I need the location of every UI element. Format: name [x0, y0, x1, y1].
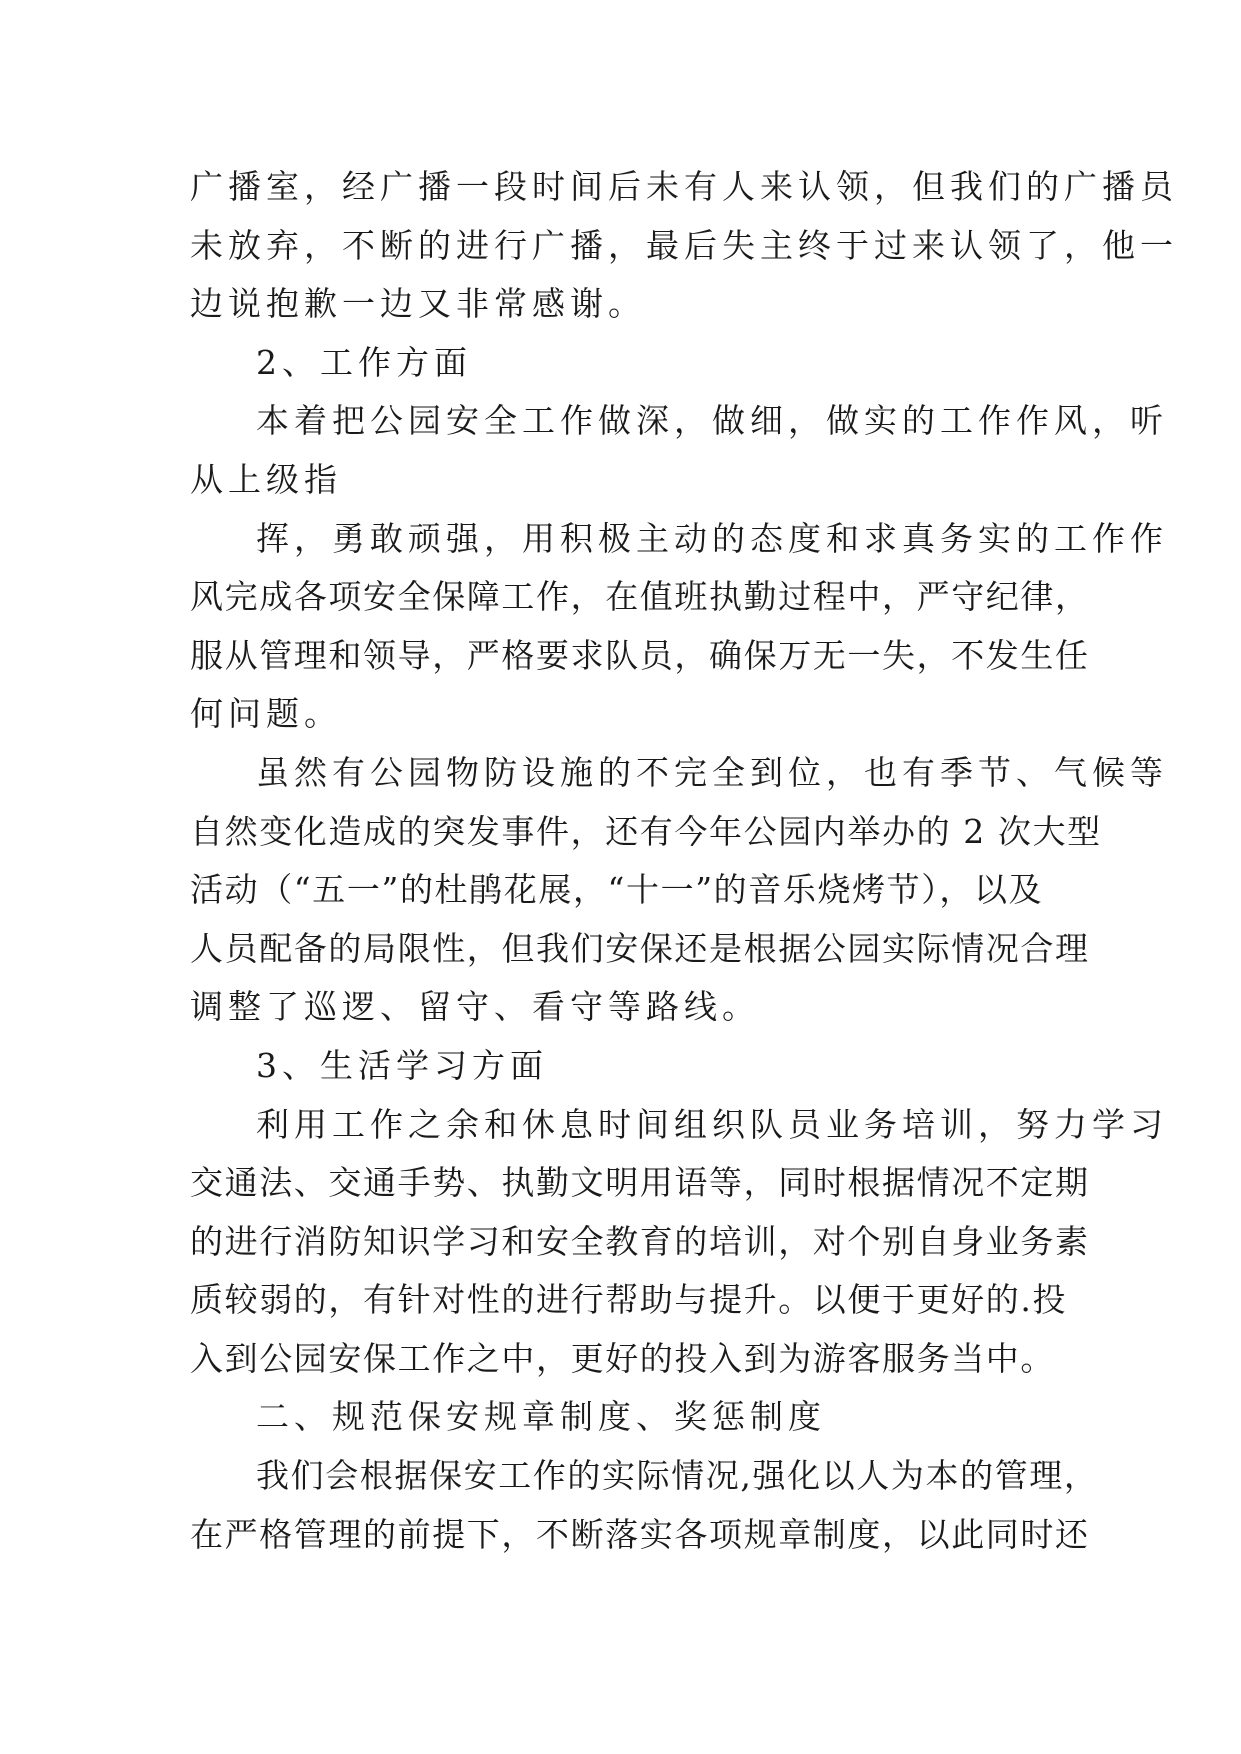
text-line: 活动（“五一”的杜鹃花展，“十一”的音乐烧烤节），以及 [190, 870, 1044, 910]
text-line: 在严格管理的前提下，不断落实各项规章制度，以此同时还 [190, 1514, 1090, 1554]
section-heading: 3、生活学习方面 [256, 1045, 548, 1085]
text-line: 我们会根据保安工作的实际情况,强化以人为本的管理， [256, 1456, 1099, 1496]
text-line: 本着把公园安全工作做深，做细，做实的工作作风，听 [256, 401, 1168, 441]
text-line: 挥，勇敢顽强，用积极主动的态度和求真务实的工作作 [256, 518, 1168, 558]
text-line: 何问题。 [190, 694, 342, 734]
text-line: 广播室，经广播一段时间后未有人来认领，但我们的广播员 [190, 167, 1178, 206]
text-line: 从上级指 [190, 459, 342, 499]
text-line: 风完成各项安全保障工作，在值班执勤过程中，严守纪律， [190, 577, 1090, 617]
text-line: 虽然有公园物防设施的不完全到位，也有季节、气候等 [256, 752, 1168, 792]
text-line: 自然变化造成的突发事件，还有今年公园内举办的 2 次大型 [190, 811, 1102, 851]
text-line: 利用工作之余和休息时间组织队员业务培训，努力学习 [256, 1104, 1168, 1144]
section-heading: 二、规范保安规章制度、奖惩制度 [256, 1397, 826, 1437]
section-heading: 2、工作方面 [256, 342, 472, 382]
text-line: 调整了巡逻、留守、看守等路线。 [190, 987, 760, 1027]
text-line: 交通法、交通手势、执勤文明用语等，同时根据情况不定期 [190, 1163, 1090, 1203]
text-line: 未放弃，不断的进行广播，最后失主终于过来认领了，他一 [190, 225, 1178, 265]
text-line: 的进行消防知识学习和安全教育的培训，对个别自身业务素 [190, 1221, 1090, 1261]
document-page [190, 158, 1178, 1564]
text-line: 入到公园安保工作之中，更好的投入到为游客服务当中。 [190, 1338, 1055, 1378]
text-line: 人员配备的局限性，但我们安保还是根据公园实际情况合理 [190, 928, 1090, 968]
text-line: 边说抱歉一边又非常感谢。 [190, 284, 646, 324]
text-line: 服从管理和领导，严格要求队员，确保万无一失，不发生任 [190, 635, 1090, 675]
text-line: 质较弱的，有针对性的进行帮助与提升。以便于更好的.投 [190, 1280, 1068, 1320]
